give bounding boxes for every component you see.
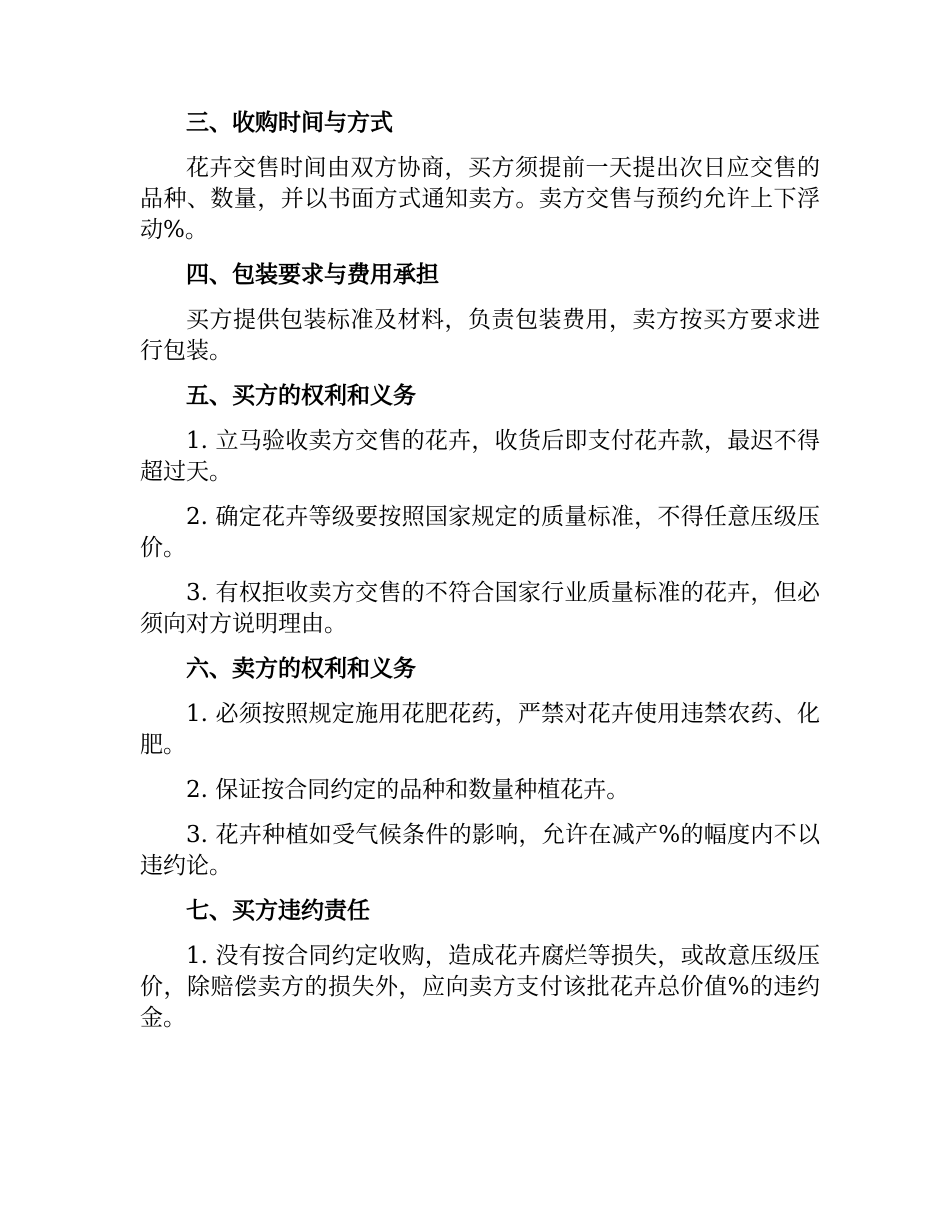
section-paragraph: 2. 确定花卉等级要按照国家规定的质量标准，不得任意压级压价。 bbox=[140, 504, 820, 561]
section-seller-rights bbox=[140, 654, 820, 882]
section-heading: 七、买方违约责任 bbox=[186, 898, 370, 924]
section-buyer-liability bbox=[140, 896, 820, 1034]
section-heading: 六、卖方的权利和义务 bbox=[186, 656, 416, 682]
section-paragraph: 3. 花卉种植如受气候条件的影响，允许在减产%的幅度内不以违约论。 bbox=[140, 822, 820, 879]
section-paragraph: 1. 必须按照规定施用花肥花药，严禁对花卉使用违禁农药、化肥。 bbox=[140, 701, 820, 758]
section-paragraph: 花卉交售时间由双方协商，买方须提前一天提出次日应交售的品种、数量，并以书面方式通知卖方。卖方交售与预约允许上下浮动%。 bbox=[140, 155, 820, 243]
section-buyer-rights bbox=[140, 381, 820, 640]
section-paragraph: 2. 保证按合同约定的品种和数量种植花卉。 bbox=[186, 777, 630, 803]
section-paragraph: 买方提供包装标准及材料，负责包装费用，卖方按买方要求进行包装。 bbox=[140, 307, 820, 364]
section-heading: 四、包装要求与费用承担 bbox=[186, 262, 439, 288]
section-heading: 五、买方的权利和义务 bbox=[186, 383, 416, 409]
section-paragraph: 1. 立马验收卖方交售的花卉，收货后即支付花卉款，最迟不得超过天。 bbox=[140, 428, 820, 485]
section-packaging bbox=[140, 260, 820, 367]
section-heading: 三、收购时间与方式 bbox=[186, 110, 393, 136]
section-paragraph: 1. 没有按合同约定收购，造成花卉腐烂等损失，或故意压级压价，除赔偿卖方的损失外，应向卖方支付该批花卉总价值%的违约金。 bbox=[140, 943, 820, 1031]
section-paragraph: 3. 有权拒收卖方交售的不符合国家行业质量标准的花卉，但必须向对方说明理由。 bbox=[140, 580, 820, 637]
document-body bbox=[140, 108, 820, 1048]
section-purchase-time bbox=[140, 108, 820, 246]
